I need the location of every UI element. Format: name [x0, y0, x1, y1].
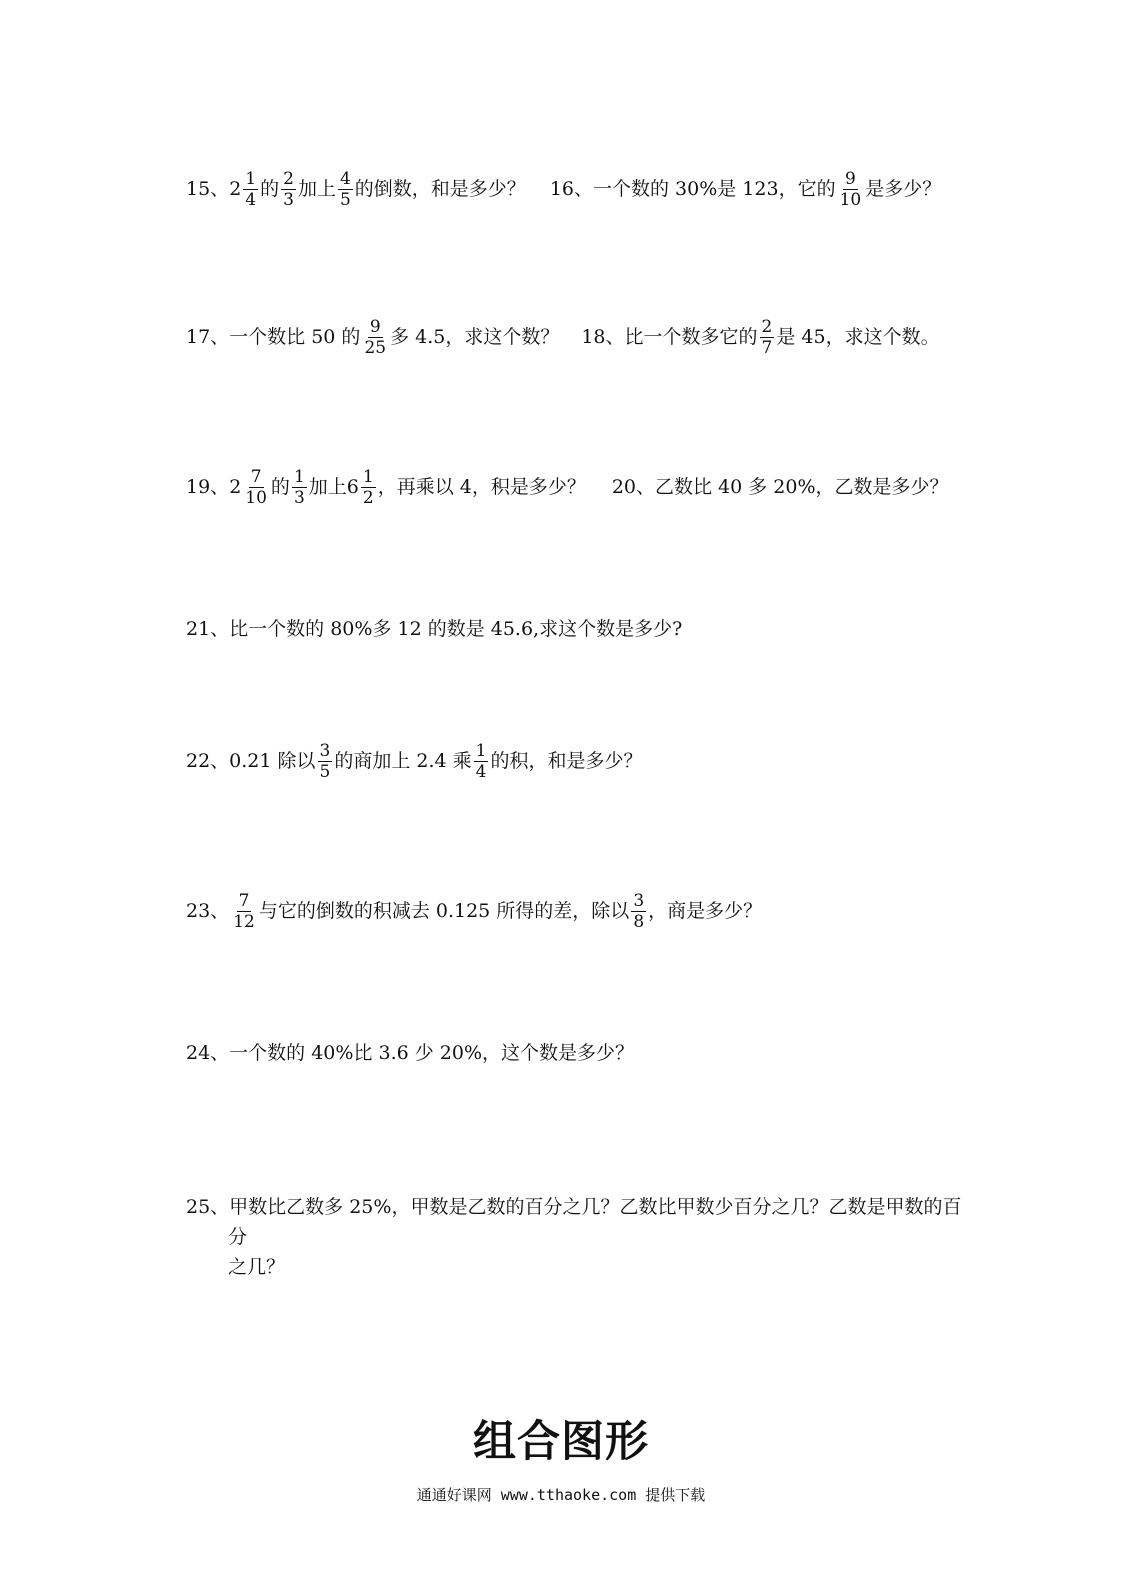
problem-15-mixed-whole: 2 [229, 178, 242, 201]
fraction: $\frac{3}{8}$ [633, 891, 645, 933]
section-title: 组合图形 [473, 1417, 649, 1467]
problem-23: 23、 $\frac{7}{12}$ 与它的倒数的积减去 0.125 所得的差，除以 $\frac{3}{8}$ ，商是多少？ [186, 891, 763, 933]
fraction: $\frac{4}{5}$ [339, 169, 351, 211]
problem-17-text: 17、一个数比 50 的 [186, 326, 361, 349]
problem-21: 21、比一个数的 80%多 12 的数是 45.6,求这个数是多少? [186, 618, 683, 640]
fraction: $\frac{2}{3}$ [283, 169, 294, 211]
fraction: $\frac{1}{2}$ [362, 467, 374, 509]
problem-17-18-row: 17、一个数比 50 的 $\frac{9}{25}$ 多 4.5，求这个数？ 18、比一个数多它的 $\frac{2}{7}$ 是 45，求这个数。 [186, 317, 940, 359]
problem-19-20-row: 19、 2 $\frac{7}{10}$ 的 $\frac{1}{3}$ 加上6 $\frac{1}{2}$ ，再乘以 4，积是多少？ 20、乙数比 40 多 20%，乙数是多少？ [186, 467, 949, 509]
fraction: $\frac{1}{3}$ [293, 467, 305, 509]
footer-text: 通通好课网 www.tthaoke.com 提供下载 [416, 1486, 706, 1504]
problem-25-line2: 分 [228, 1226, 248, 1248]
fraction: $\frac{3}{5}$ [319, 741, 331, 783]
fraction: $\frac{1}{4}$ [475, 741, 487, 783]
fraction: $\frac{9}{10}$ [839, 169, 862, 211]
problem-22: 22、0.21 除以 $\frac{3}{5}$ 的商加上 2.4 乘 $\frac{1}{4}$ 的积，和是多少？ [186, 741, 643, 783]
problem-15-number: 15、 [186, 178, 230, 201]
problem-16-text: 16、一个数的 30%是 123，它的 [549, 178, 836, 201]
fraction: $\frac{2}{7}$ [761, 317, 773, 359]
problem-18-text: 18、比一个数多它的 [581, 326, 758, 349]
fraction: $\frac{1}{4}$ [245, 169, 257, 211]
fraction: $\frac{7}{12}$ [233, 891, 255, 933]
fraction: $\frac{7}{10}$ [245, 467, 267, 509]
fraction: $\frac{9}{25}$ [364, 317, 387, 359]
problem-24: 24、一个数的 40%比 3.6 少 20%，这个数是多少？ [186, 1042, 635, 1064]
problem-25-line1: 25、甲数比乙数多 25%，甲数是乙数的百分之几？乙数比甲数少百分之几？乙数是甲数的百 [186, 1196, 962, 1218]
problem-20-text: 20、乙数比 40 多 20%，乙数是多少？ [611, 476, 949, 499]
problem-25-line3: 之几？ [228, 1256, 286, 1278]
problem-19-number: 19、 [186, 476, 230, 499]
problem-15-16-row: 15、 2 $\frac{1}{4}$ 的 $\frac{2}{3}$ 加上 $\frac{4}{5}$ 的倒数，和是多少？ 16、一个数的 30%是 123，它的 $\frac{9}{10}$ 是多少？ [186, 169, 942, 211]
